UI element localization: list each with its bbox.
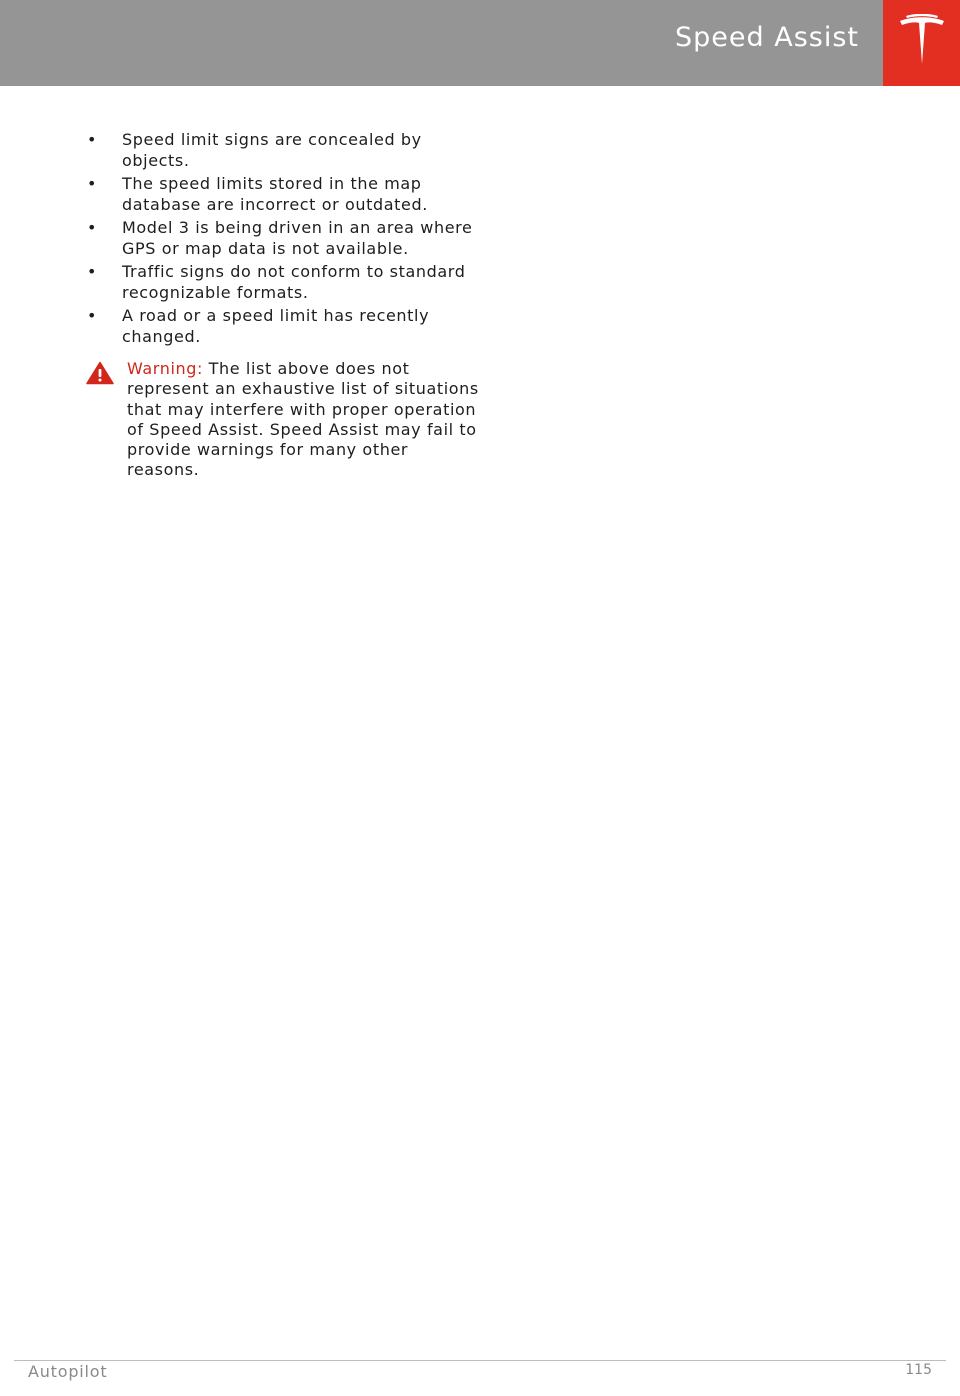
- list-item-text: A road or a speed limit has recently changed.: [122, 306, 430, 346]
- page-title: Speed Assist: [675, 22, 859, 53]
- list-item: [86, 306, 486, 347]
- list-item-text: Speed limit signs are concealed by objects.: [122, 130, 422, 170]
- bullet-dot: •: [87, 130, 98, 149]
- footer-divider: [14, 1360, 946, 1361]
- list-item: [86, 262, 486, 303]
- warning-label: Warning:: [127, 359, 203, 378]
- warning-body: The list above does not represent an exhaustive list of situations that may interfere with proper operation of Speed Assist. Speed Assist may fail to provide warnings for many other reasons.: [127, 359, 479, 480]
- bullet-list: [86, 130, 486, 350]
- list-item-text: The speed limits stored in the map database are incorrect or outdated.: [122, 174, 428, 214]
- warning-text: [127, 359, 486, 481]
- logo-box: [883, 0, 960, 86]
- bullet-dot: •: [87, 262, 98, 281]
- list-item-text: Traffic signs do not conform to standard recognizable formats.: [122, 262, 466, 302]
- bullet-dot: •: [87, 174, 98, 193]
- footer-section-name: Autopilot: [28, 1362, 108, 1381]
- bullet-dot: •: [87, 218, 98, 237]
- list-item: [86, 130, 486, 171]
- warning-block: [86, 359, 486, 481]
- tesla-logo-icon: [896, 14, 948, 68]
- page-number: 115: [905, 1362, 932, 1378]
- header-bar: [0, 0, 883, 86]
- list-item: [86, 174, 486, 215]
- warning-triangle-icon: [86, 361, 114, 385]
- list-item-text: Model 3 is being driven in an area where GPS or map data is not available.: [122, 218, 473, 258]
- bullet-dot: •: [87, 306, 98, 325]
- list-item: [86, 218, 486, 259]
